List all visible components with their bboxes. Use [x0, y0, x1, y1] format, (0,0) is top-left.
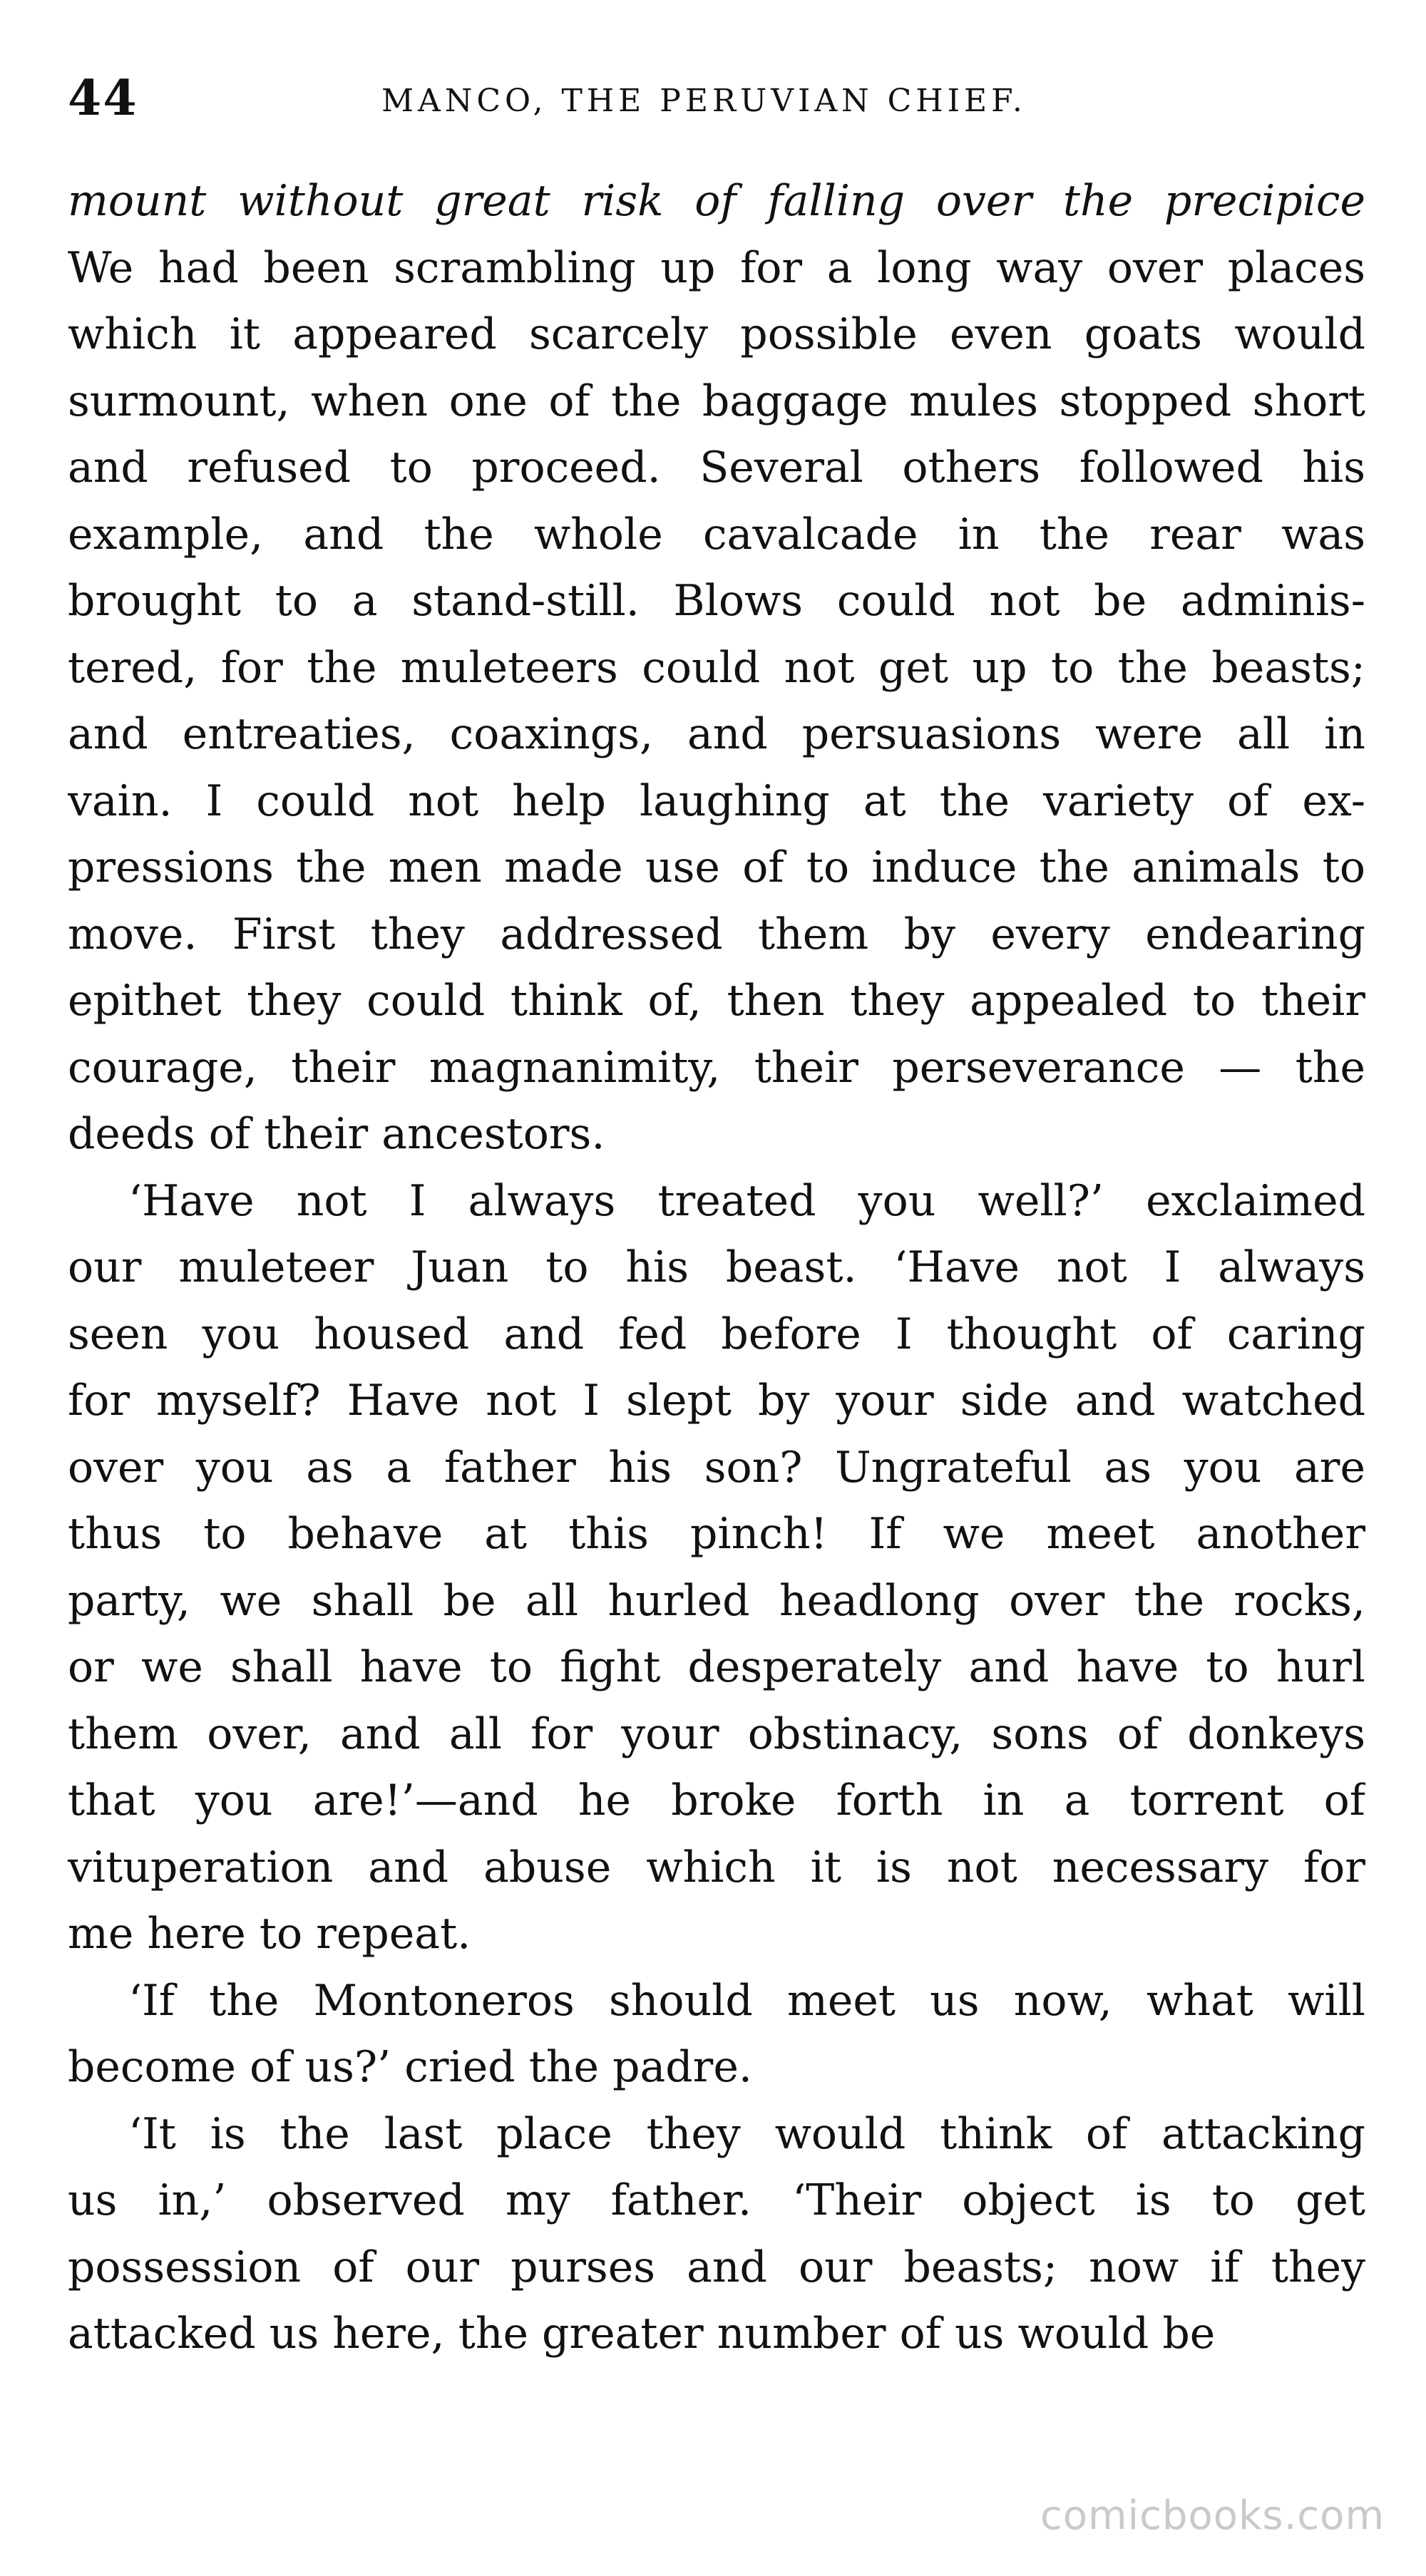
paragraph: [68, 2101, 1365, 2368]
text-line: deeds of their ancestors.: [68, 1109, 605, 1159]
text-line: attacked us here, the greater number of us would be: [68, 2309, 1216, 2359]
body-text: [68, 168, 1365, 2368]
text-line: mount without great risk of falling over the precipice: [68, 176, 1365, 226]
text-line: which it appeared scarcely possible even goats would: [68, 309, 1365, 359]
text-line: vain. I could not help laughing at the variety of ex-: [68, 776, 1365, 826]
text-line: move. First they addressed them by every endearing: [68, 909, 1365, 959]
text-line: and entreaties, coaxings, and persuasions were all in: [68, 709, 1365, 759]
running-head: MANCO, THE PERUVIAN CHIEF.: [381, 83, 1027, 119]
text-line: tered, for the muleteers could not get up to the beasts;: [68, 642, 1365, 693]
text-line: brought to a stand-still. Blows could not be adminis-: [68, 576, 1365, 626]
text-line: or we shall have to fight desperately and have to hurl: [68, 1642, 1365, 1692]
text-line: ‘If the Montoneros should meet us now, what will: [128, 1975, 1365, 2026]
text-line: them over, and all for your obstinacy, sons of donkeys: [68, 1709, 1365, 1759]
text-line: over you as a father his son? Ungrateful as you are: [68, 1442, 1365, 1493]
text-line: for myself? Have not I slept by your side and watched: [68, 1376, 1365, 1426]
text-line: ‘Have not I always treated you well?’ exclaimed: [128, 1175, 1365, 1226]
text-line: party, we shall be all hurled headlong over the rocks,: [68, 1575, 1365, 1626]
text-line: example, and the whole cavalcade in the rear was: [68, 509, 1365, 560]
text-line: me here to repeat.: [68, 1909, 471, 1959]
text-line: that you are!’—and he broke forth in a torrent of: [68, 1776, 1365, 1825]
text-line: seen you housed and fed before I thought of caring: [68, 1309, 1365, 1359]
paragraph: [68, 168, 1365, 1168]
paragraph: [68, 1968, 1365, 2101]
text-line: thus to behave at this pinch! If we meet another: [68, 1509, 1365, 1559]
text-line: and refused to proceed. Several others followed his: [68, 443, 1365, 493]
text-line: us in,’ observed my father. ‘Their object is to get: [68, 2175, 1365, 2225]
text-line: epithet they could think of, then they appealed to their: [68, 976, 1365, 1026]
text-line: ‘It is the last place they would think of attacking: [128, 2108, 1365, 2159]
text-line: We had been scrambling up for a long way over places: [68, 242, 1365, 293]
text-line: pressions the men made use of to induce the animals to: [68, 843, 1365, 892]
paragraph: [68, 1168, 1365, 1968]
text-line: become of us?’ cried the padre.: [68, 2042, 752, 2092]
page-header: [68, 63, 1365, 134]
text-line: possession of our purses and our beasts; now if they: [68, 2242, 1365, 2292]
text-line: courage, their magnanimity, their perseverance — the: [68, 1042, 1365, 1093]
page-number: 44: [68, 70, 138, 127]
text-line: our muleteer Juan to his beast. ‘Have not I always: [68, 1242, 1365, 1292]
text-line: vituperation and abuse which it is not necessary for: [68, 1842, 1365, 1892]
text-line: surmount, when one of the baggage mules stopped short: [68, 376, 1365, 426]
watermark: comicbooks.com: [1040, 2493, 1385, 2539]
